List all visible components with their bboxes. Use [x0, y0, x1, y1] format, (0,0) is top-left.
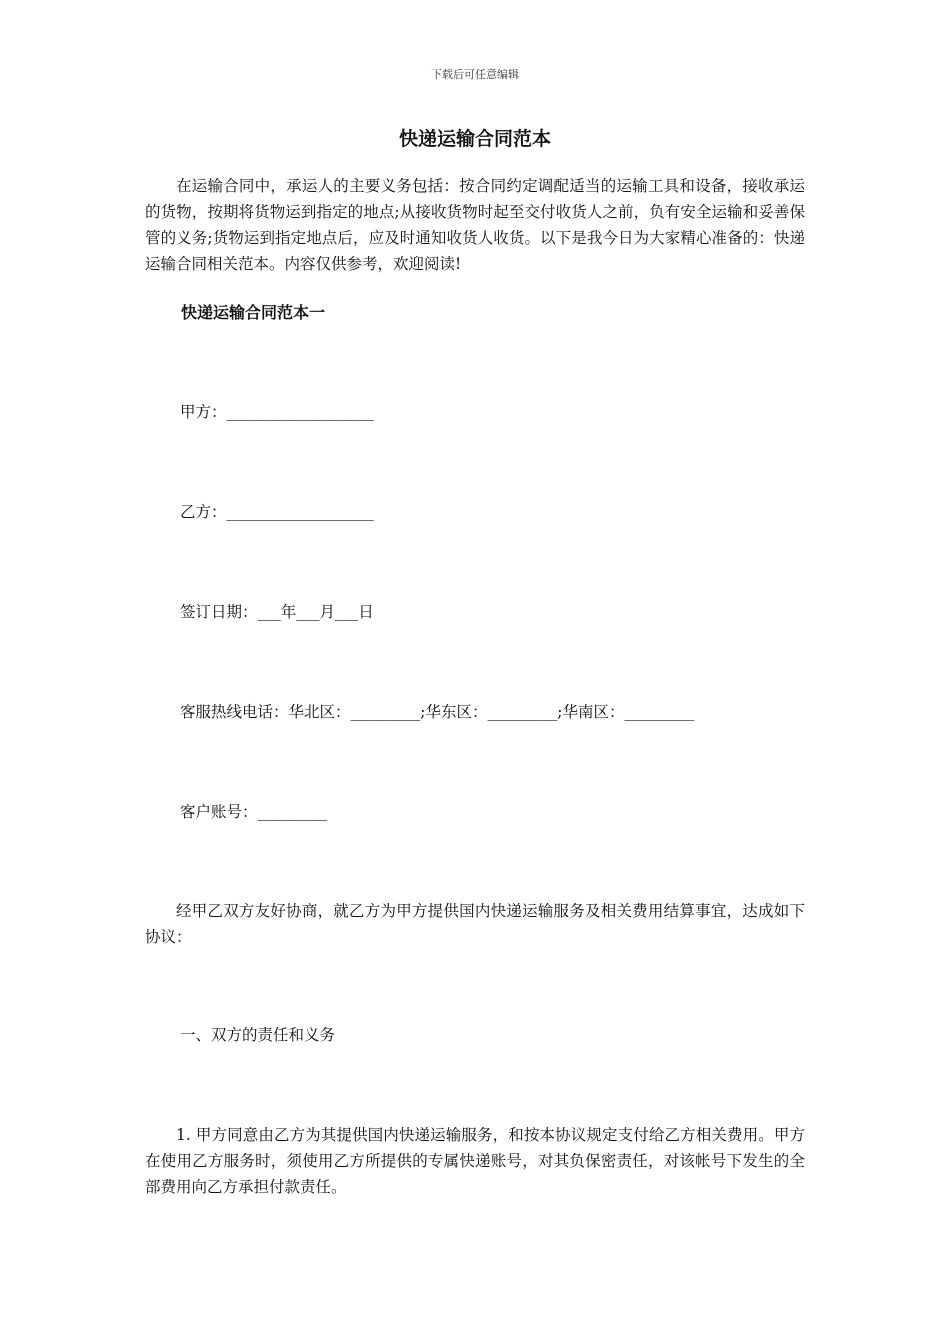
clause-heading: 一、双方的责任和义务 — [180, 1026, 336, 1044]
page-header-note: 下载后可任意编辑 — [431, 68, 519, 81]
clause-1-paragraph: 1. 甲方同意由乙方为其提供国内快递运输服务，和按本协议规定支付给乙方相关费用。甲方在使用乙方服务时，须使用乙方所提供的专属快递账号，对其负保密责任，对该帐号下发生的全部费用向乙方承担付款责任。 — [145, 1126, 805, 1196]
party-b-line: 乙方：___________________ — [180, 503, 374, 521]
sign-date-line: 签订日期：___年___月___日 — [180, 603, 374, 621]
party-a-line: 甲方：___________________ — [180, 403, 374, 421]
document-title: 快递运输合同范本 — [398, 128, 551, 150]
section-title: 快递运输合同范本一 — [181, 303, 326, 322]
intro-paragraph: 在运输合同中，承运人的主要义务包括：按合同约定调配适当的运输工具和设备，接收承运的货物，按期将货物运到指定的地点;从接收货物时起至交付收货人之前，负有安全运输和妥善保管的义务;货物运到指定地点后，应及时通知收货人收货。以下是我今日为大家精心准备的：快递运输合同相关范本。内容仅供参考，欢迎阅读! — [145, 177, 805, 273]
hotline-line: 客服热线电话：华北区：_________;华东区：_________;华南区：_________ — [180, 703, 695, 721]
account-line: 客户账号：_________ — [180, 803, 328, 821]
agreement-paragraph: 经甲乙双方友好协商，就乙方为甲方提供国内快递运输服务及相关费用结算事宜，达成如下协议： — [145, 902, 805, 946]
